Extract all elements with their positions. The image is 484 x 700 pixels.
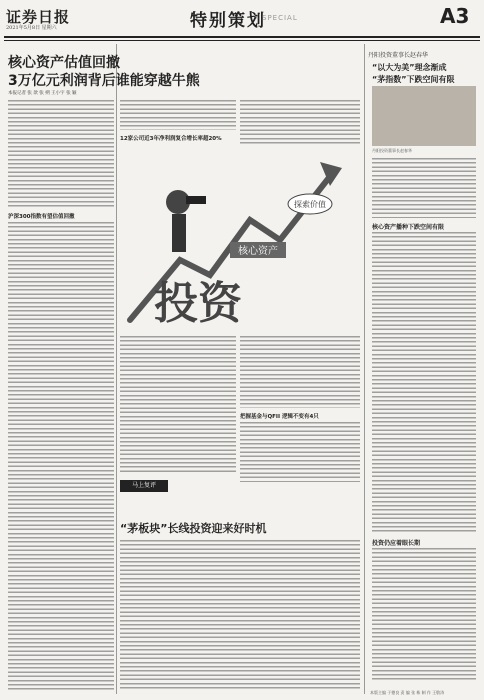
main-byline: 本报记者 张 歆 张 朔 王小宇 张 颖 — [8, 91, 77, 96]
photo-caption: 丹阳投资董事长赵春华 — [372, 148, 412, 153]
core-asset-label: 核心资产 — [238, 246, 278, 257]
bottom-tag: 马上复评 — [120, 480, 168, 492]
bottom-text-block — [120, 540, 360, 690]
subhead: 12家公司近3年净利润复合增长率超20% — [120, 136, 222, 142]
sidebar-text-block — [372, 158, 476, 218]
header-rule — [4, 36, 480, 38]
section-title: 特别策划 — [190, 11, 266, 31]
main-headline-line2: 3万亿元利润背后谁能穿越牛熊 — [8, 73, 200, 89]
sidebar-headline-line1: “以大为美”理念渐成 — [372, 63, 447, 72]
sidebar-photo — [372, 86, 476, 146]
paper-name: 证券日报 — [6, 8, 71, 26]
main-headline-line1: 核心资产估值回撤 — [8, 55, 120, 71]
sidebar-subhead: 投资仍应着眼长期 — [372, 540, 421, 547]
column-divider — [116, 44, 117, 694]
main-text-block — [240, 100, 360, 146]
main-text-block — [8, 222, 114, 690]
sidebar-text-block — [372, 232, 476, 532]
main-text-block — [240, 336, 360, 408]
sidebar-subhead: 核心资产播种下跌空间有限 — [372, 224, 445, 231]
page-number: A3 — [440, 4, 470, 28]
subhead: 把握基金与QFII 逻辑不变有4只 — [240, 414, 319, 420]
big-characters: 投资 — [154, 278, 242, 329]
sidebar-label: 丹阳投资董事长赵春华 — [368, 52, 429, 59]
main-text-block — [240, 422, 360, 482]
paper-date: 2021年5月8日 星期六 — [6, 25, 57, 31]
illustration — [120, 150, 360, 330]
search-value-label: 探索价值 — [294, 200, 326, 209]
main-text-block — [120, 336, 236, 472]
main-text-block — [120, 100, 236, 130]
bottom-headline: “茅板块”长线投资迎来好时机 — [120, 522, 267, 535]
main-text-block — [8, 100, 114, 208]
section-title-en: SPECIAL — [262, 14, 298, 22]
header-rule-thin — [4, 40, 480, 41]
subhead: 沪深300指数有望估值回撤 — [8, 214, 75, 220]
column-divider — [364, 44, 365, 694]
sidebar-headline-line2: “茅指数”下跌空间有限 — [372, 75, 455, 84]
page-footer: 本版主编 于德良 责 编 张 栋 制 作 王敬涛 — [370, 690, 445, 695]
sidebar-text-block — [372, 548, 476, 682]
